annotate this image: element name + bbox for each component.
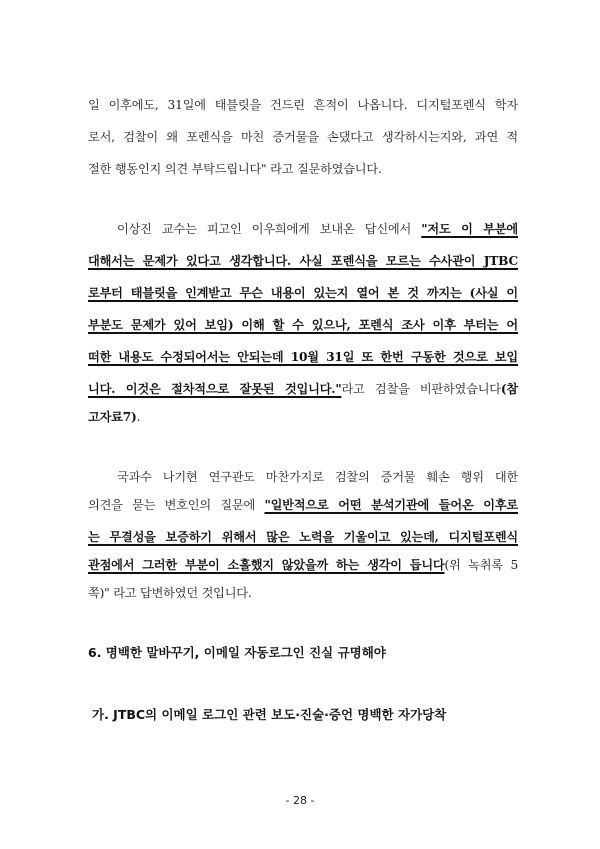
paragraph3-line4 — [88, 557, 518, 573]
paragraph3-line3 — [88, 529, 518, 545]
paragraph1-line3: 절한 행동인지 의견 부탁드립니다" 라고 질문하였습니다. — [88, 162, 382, 176]
paragraph2-line6-normal: 라고 검찰을 비판하였습니다 — [341, 382, 501, 396]
paragraph3-line2 — [88, 497, 518, 513]
paragraph1-line2: 로서, 검찰이 왜 포렌식을 마친 증거물을 손댔다고 생각하시는지와, 과연 적 — [88, 130, 518, 144]
paragraph2-line1-bold: "저도 이 부분에 — [421, 222, 518, 236]
paragraph3-line4-bold: 관점에서 그러한 부분이 소홀했지 않았을까 하는 생각이 듭니다 — [88, 558, 445, 572]
paragraph1-line1: 일 이후에도, 31일에 태블릿을 건드린 흔적이 나옵니다. 디지털포렌식 학자 — [88, 98, 519, 112]
paragraph2-line1-normal: 이상진 교수는 피고인 이우희에게 보내온 답신에서 — [117, 222, 422, 236]
paragraph3-line4-normal: (위 녹취록 5 — [444, 558, 519, 572]
paragraph2-line6-ref: (참 — [500, 382, 518, 396]
paragraph2-line5 — [88, 349, 518, 365]
paragraph3-line5: 쪽)" 라고 답변하였던 것입니다. — [88, 586, 252, 600]
paragraph3-line2-bold: "일반적으로 어떤 분석기관에 들어온 이후로 — [264, 498, 518, 512]
paragraph2-line4-bold: 부분도 문제가 있어 보임) 이해 할 수 있으나, 포렌식 조사 이후 부터는 어 — [88, 318, 518, 332]
section-heading: 6. 명백한 말바꾸기, 이메일 자동로그인 진실 규명해야 — [88, 645, 386, 660]
paragraph2-line7 — [88, 409, 518, 425]
paragraph2-line6-bold: 니다. 이것은 절차적으로 잘못된 것입니다." — [88, 382, 342, 396]
paragraph2-line2-bold: 대해서는 문제가 있다고 생각합니다. 사실 포렌식을 모르는 수사관이 JTBC — [88, 254, 518, 268]
paragraph2-line7-ref: 고자료7) — [88, 410, 137, 424]
paragraph2-line5-bold: 떠한 내용도 수정되어서는 안되는데 10월 31일 또 한번 구동한 것으로 보입 — [88, 350, 518, 364]
paragraph3-line1: 국과수 나기현 연구관도 마찬가지로 검찰의 증거물 훼손 행위 대한 — [117, 470, 518, 484]
paragraph3-line3-bold: 는 무결성을 보증하기 위해서 많은 노력을 기울이고 있는데, 디지털포렌식 — [88, 530, 518, 544]
paragraph2-line3 — [88, 285, 518, 301]
subsection-heading: 가. JTBC의 이메일 로그인 관련 보도·진술·증언 명백한 자가당착 — [92, 707, 447, 722]
page-number: - 28 - — [285, 794, 315, 807]
paragraph2-line6 — [88, 381, 518, 397]
paragraph2-line2 — [88, 253, 518, 269]
paragraph2-line3-bold: 로부터 태블릿을 인계받고 무슨 내용이 있는지 열어 본 것 까지는 (사실 이 — [88, 286, 518, 300]
paragraph2-line1 — [117, 221, 518, 237]
paragraph3-line2-normal: 의견을 묻는 변호인의 질문에 — [88, 498, 265, 512]
paragraph2-line4 — [88, 317, 518, 333]
paragraph2-line7-end: . — [136, 410, 141, 424]
